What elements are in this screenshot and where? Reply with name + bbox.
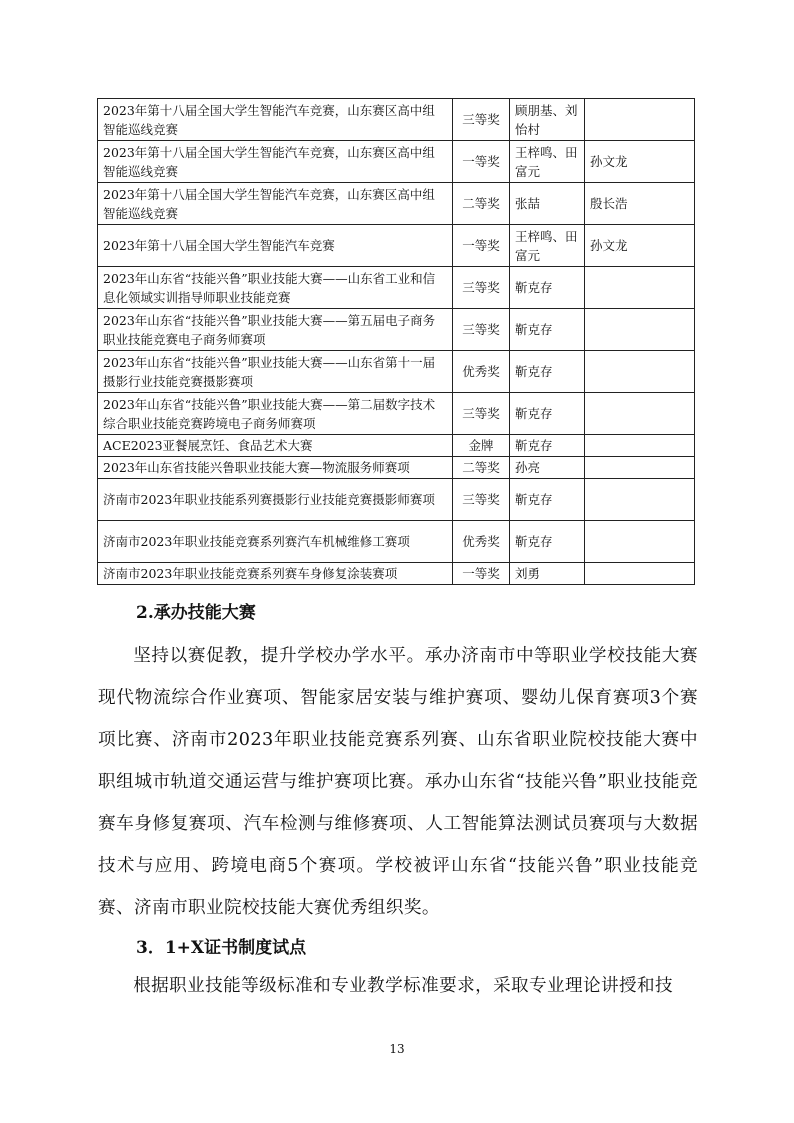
award-level-cell: 优秀奖 [453, 351, 510, 393]
competition-name-cell: 2023年山东省“技能兴鲁”职业技能大赛——山东省第十一届摄影行业技能竞赛摄影赛项 [98, 351, 453, 393]
award-level-cell: 三等奖 [453, 309, 510, 351]
table-row [98, 99, 695, 141]
awards-table [97, 98, 695, 585]
competition-name-cell: 2023年第十八届全国大学生智能汽车竞赛 [98, 225, 453, 267]
table-row [98, 183, 695, 225]
award-level-cell: 二等奖 [453, 183, 510, 225]
student-cell: 靳克存 [510, 479, 585, 521]
student-cell: 靳克存 [510, 435, 585, 457]
table-row [98, 309, 695, 351]
table-row [98, 479, 695, 521]
teacher-cell [585, 309, 695, 351]
competition-name-cell: 2023年第十八届全国大学生智能汽车竞赛，山东赛区高中组智能巡线竞赛 [98, 183, 453, 225]
student-cell: 靳克存 [510, 393, 585, 435]
teacher-cell [585, 351, 695, 393]
teacher-cell [585, 99, 695, 141]
award-level-cell: 一等奖 [453, 563, 510, 585]
student-cell: 顾朋基、刘怡村 [510, 99, 585, 141]
award-level-cell: 金牌 [453, 435, 510, 457]
section-heading-hosting-competitions: 2.承办技能大赛 [136, 603, 256, 623]
student-cell: 靳克存 [510, 521, 585, 563]
competition-name-cell: 2023年山东省“技能兴鲁”职业技能大赛——第五届电子商务职业技能竞赛电子商务师赛项 [98, 309, 453, 351]
teacher-cell [585, 393, 695, 435]
student-cell: 靳克存 [510, 351, 585, 393]
section-heading-1x-certificate: 3．1+X证书制度试点 [136, 938, 307, 958]
table-row [98, 457, 695, 479]
student-cell: 王梓鸣、田富元 [510, 141, 585, 183]
award-level-cell: 三等奖 [453, 267, 510, 309]
award-level-cell: 二等奖 [453, 457, 510, 479]
award-level-cell: 三等奖 [453, 99, 510, 141]
competition-name-cell: 2023年山东省“技能兴鲁”职业技能大赛——山东省工业和信息化领域实训指导师职业技能竞赛 [98, 267, 453, 309]
teacher-cell [585, 563, 695, 585]
competition-name-cell: 济南市2023年职业技能系列赛摄影行业技能竞赛摄影师赛项 [98, 479, 453, 521]
student-cell: 张喆 [510, 183, 585, 225]
student-cell: 王梓鸣、田富元 [510, 225, 585, 267]
teacher-cell [585, 479, 695, 521]
table-row [98, 141, 695, 183]
section-paragraph-1x-certificate: 根据职业技能等级标准和专业教学标准要求，采取专业理论讲授和技 [133, 976, 674, 996]
award-level-cell: 三等奖 [453, 479, 510, 521]
table-row [98, 435, 695, 457]
award-level-cell: 三等奖 [453, 393, 510, 435]
competition-name-cell: 济南市2023年职业技能竞赛系列赛汽车机械维修工赛项 [98, 521, 453, 563]
student-cell: 靳克存 [510, 309, 585, 351]
student-cell: 刘勇 [510, 563, 585, 585]
table-row [98, 521, 695, 563]
competition-name-cell: 2023年第十八届全国大学生智能汽车竞赛，山东赛区高中组智能巡线竞赛 [98, 99, 453, 141]
page-number: 13 [389, 1042, 405, 1056]
teacher-cell [585, 267, 695, 309]
competition-name-cell: 2023年第十八届全国大学生智能汽车竞赛，山东赛区高中组智能巡线竞赛 [98, 141, 453, 183]
competition-name-cell: ACE2023亚餐展烹饪、食品艺术大赛 [98, 435, 453, 457]
student-cell: 孙亮 [510, 457, 585, 479]
table-row [98, 225, 695, 267]
teacher-cell: 殷长浩 [585, 183, 695, 225]
teacher-cell [585, 435, 695, 457]
table-row [98, 393, 695, 435]
teacher-cell: 孙文龙 [585, 225, 695, 267]
competition-name-cell: 济南市2023年职业技能竞赛系列赛车身修复涂装赛项 [98, 563, 453, 585]
student-cell: 靳克存 [510, 267, 585, 309]
table-row [98, 563, 695, 585]
award-level-cell: 一等奖 [453, 225, 510, 267]
teacher-cell [585, 521, 695, 563]
section-paragraph-hosting-competitions: 坚持以赛促教，提升学校办学水平。承办济南市中等职业学校技能大赛现代物流综合作业赛项、智能家居安装与维护赛项、婴幼儿保育赛项3个赛项比赛、济南市2023年职业技能竞赛系列赛、山东省职业院校技能大赛中职组城市轨道交通运营与维护赛项比赛。承办山东省“技能兴鲁”职业技能竞赛车身修复赛项、汽车检测与维修赛项、人工智能算法测试员赛项与大数据技术与应用、跨境电商5个赛项。学校被评山东省“技能兴鲁”职业技能竞赛、济南市职业院校技能大赛优秀组织奖。 [98, 646, 698, 918]
award-level-cell: 优秀奖 [453, 521, 510, 563]
competition-name-cell: 2023年山东省“技能兴鲁”职业技能大赛——第二届数字技术综合职业技能竞赛跨境电子商务师赛项 [98, 393, 453, 435]
competition-name-cell: 2023年山东省技能兴鲁职业技能大赛—物流服务师赛项 [98, 457, 453, 479]
table-row [98, 351, 695, 393]
award-level-cell: 一等奖 [453, 141, 510, 183]
table-row [98, 267, 695, 309]
teacher-cell: 孙文龙 [585, 141, 695, 183]
teacher-cell [585, 457, 695, 479]
